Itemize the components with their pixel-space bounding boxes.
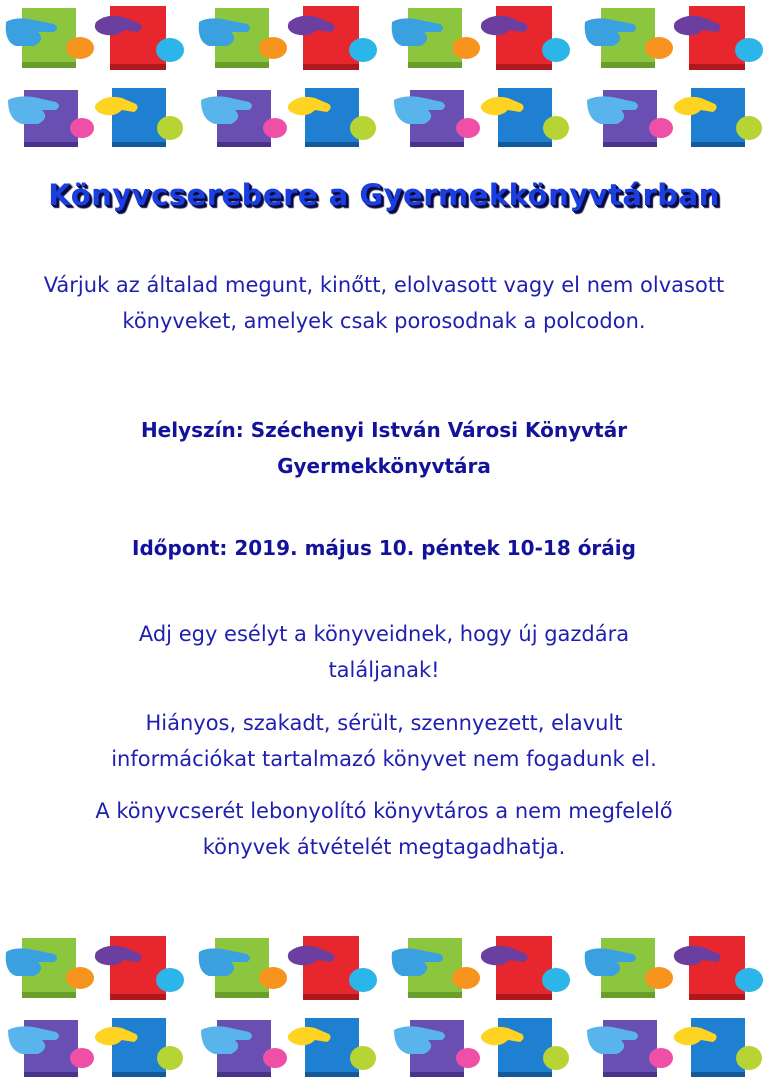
chance-line-1: Adj egy esélyt a könyveidnek, hogy új gazdára bbox=[138, 622, 630, 646]
book-pattern-bottom bbox=[0, 930, 768, 1080]
book-pattern-top bbox=[0, 0, 768, 150]
refuse-line-2: információkat tartalmazó könyvet nem fogadunk el. bbox=[111, 747, 657, 771]
venue-line-1: Helyszín: Széchenyi István Városi Könyvtár bbox=[140, 418, 628, 442]
librarian-note-paragraph bbox=[40, 793, 728, 865]
venue-line-2: Gyermekkönyvtára bbox=[277, 454, 491, 478]
refuse-line-1: Hiányos, szakadt, sérült, szennyezett, elavult bbox=[145, 711, 623, 735]
venue-block bbox=[40, 412, 728, 484]
chance-paragraph bbox=[40, 616, 728, 688]
intro-paragraph: Várjuk az általad megunt, kinőtt, elolvasott vagy el nem olvasott könyveket, amelyek csak porosodnak a polcodon. bbox=[43, 273, 725, 333]
refuse-paragraph bbox=[40, 705, 728, 777]
librarian-note-line-2: könyvek átvételét megtagadhatja. bbox=[202, 835, 566, 859]
chance-line-2: találjanak! bbox=[328, 658, 440, 682]
librarian-note-line-1: A könyvcserét lebonyolító könyvtáros a nem megfelelő bbox=[95, 799, 673, 823]
time-line: Időpont: 2019. május 10. péntek 10-18 óráig bbox=[132, 536, 636, 560]
poster-title: Könyvcserebere a Gyermekkönyvtárban bbox=[48, 178, 720, 212]
